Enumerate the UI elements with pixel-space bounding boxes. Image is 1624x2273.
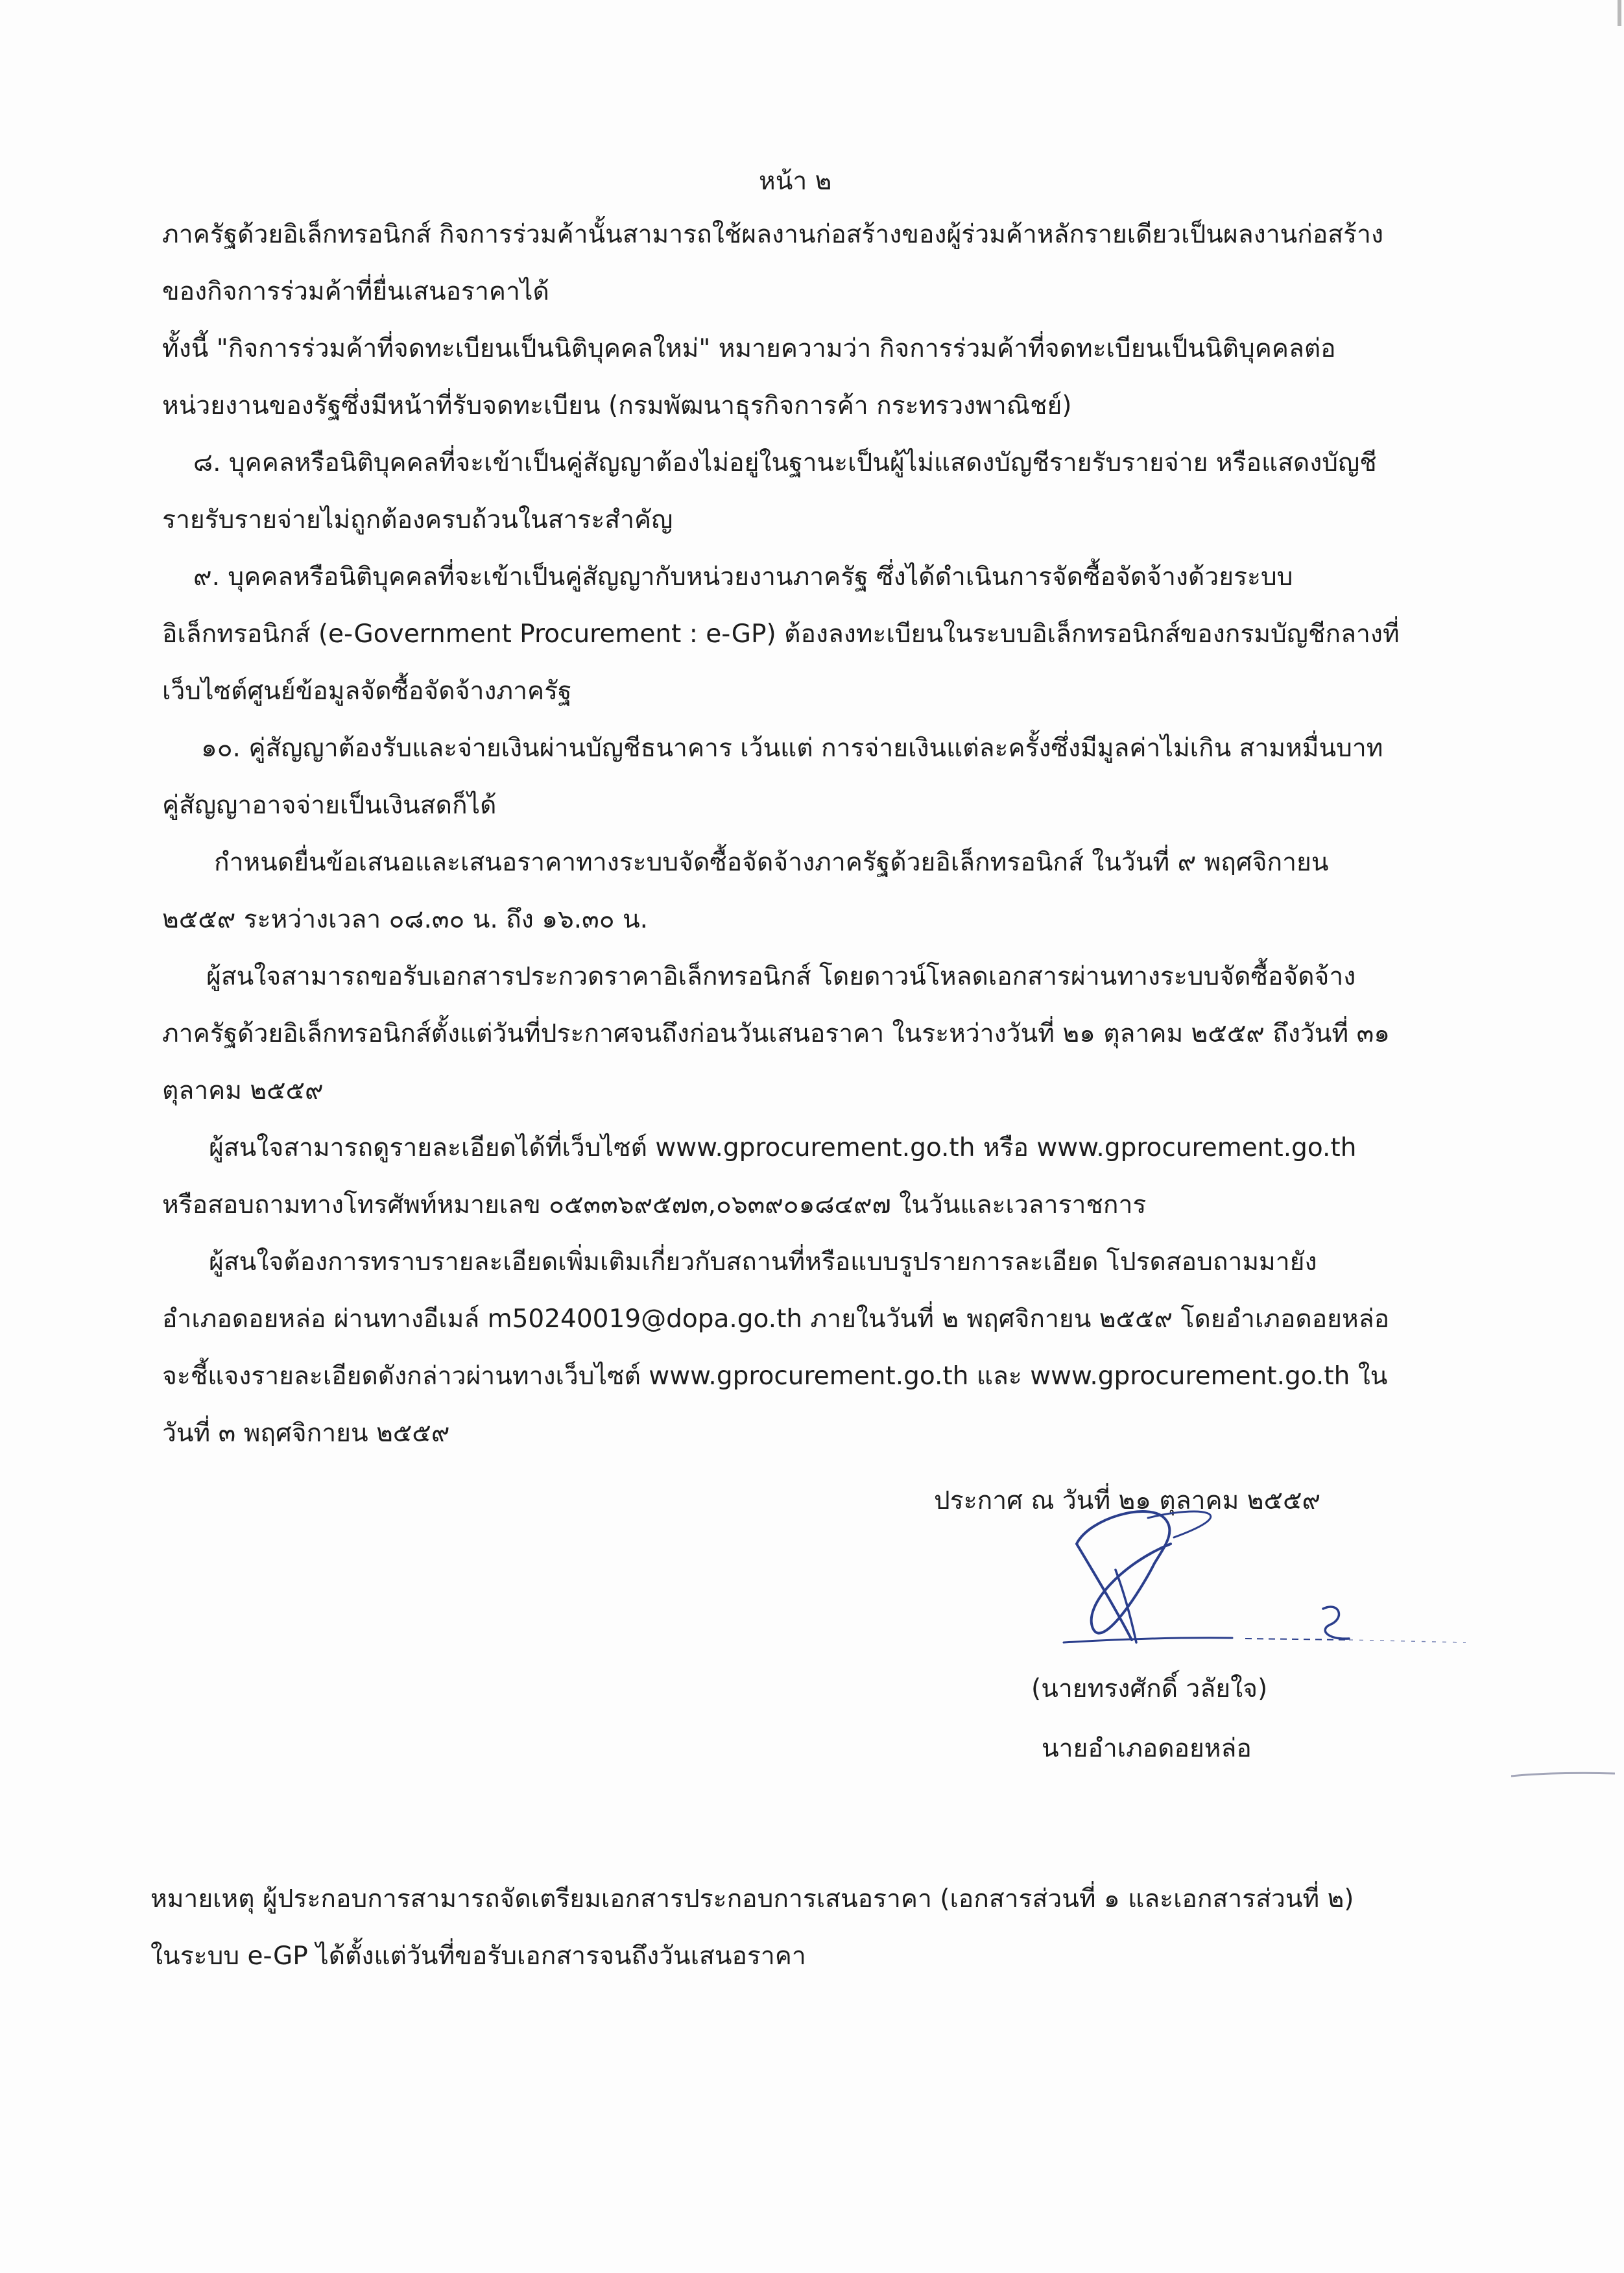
paragraph-joint-venture-works bbox=[162, 206, 1466, 320]
text-line: ในระบบ e-GP ได้ตั้งแต่วันที่ขอรับเอกสารจนถึงวันเสนอราคา bbox=[150, 1942, 806, 1971]
text-line: เว็บไซต์ศูนย์ข้อมูลจัดซื้อจัดจ้างภาครัฐ bbox=[162, 677, 572, 706]
text-line: อำเภอดอยหล่อ ผ่านทางอีเมล์ m50240019@dopa.go.th ภายในวันที่ ๒ พฤศจิกายน ๒๕๕๙ โดยอำเภอดอยหล่อ bbox=[162, 1305, 1390, 1334]
text-line: วันที่ ๓ พฤศจิกายน ๒๕๕๙ bbox=[162, 1419, 450, 1448]
signer-title: นายอำเภอดอยหล่อ bbox=[1042, 1734, 1252, 1763]
scan-edge-artifact bbox=[1614, 0, 1624, 26]
text-line: หมายเหตุ ผู้ประกอบการสามารถจัดเตรียมเอกสารประกอบการเสนอราคา (เอกสารส่วนที่ ๑ และเอกสารส่วนที่ ๒) bbox=[150, 1884, 1354, 1914]
text-line: ผู้สนใจสามารถขอรับเอกสารประกวดราคาอิเล็กทรอนิกส์ โดยดาวน์โหลดเอกสารผ่านทางระบบจัดซื้อจัดจ้าง bbox=[206, 962, 1356, 991]
text-line: ผู้สนใจสามารถดูรายละเอียดได้ที่เว็บไซต์ www.gprocurement.go.th หรือ www.gprocurement.go.th bbox=[209, 1133, 1357, 1162]
text-line: ๙. บุคคลหรือนิติบุคคลที่จะเข้าเป็นคู่สัญญากับหน่วยงานภาครัฐ ซึ่งได้ดำเนินการจัดซื้อจัดจ้างด้วยระบบ bbox=[193, 562, 1293, 592]
remark-note bbox=[150, 1871, 1474, 1985]
paragraph-bid-schedule bbox=[162, 834, 1466, 948]
text-line: ภาครัฐด้วยอิเล็กทรอนิกส์ กิจการร่วมค้านั้นสามารถใช้ผลงานก่อสร้างของผู้ร่วมค้าหลักรายเดียวเป็นผลงานก่อสร้าง bbox=[162, 220, 1383, 249]
text-line: ภาครัฐด้วยอิเล็กทรอนิกส์ตั้งแต่วันที่ประกาศจนถึงก่อนวันเสนอราคา ในระหว่างวันที่ ๒๑ ตุลาคม ๒๕๕๙ ถึงวันที่ ๓๑ bbox=[162, 1019, 1390, 1048]
paragraph-item-10 bbox=[162, 720, 1466, 834]
text-line: ผู้สนใจต้องการทราบรายละเอียดเพิ่มเติมเกี่ยวกับสถานที่หรือแบบรูปรายการละเอียด โปรดสอบถามมายัง bbox=[209, 1247, 1317, 1277]
text-line: จะชี้แจงรายละเอียดดังกล่าวผ่านทางเว็บไซต์ www.gprocurement.go.th และ www.gprocurement.go.th ใน bbox=[162, 1362, 1388, 1391]
text-line: คู่สัญญาอาจจ่ายเป็นเงินสดก็ได้ bbox=[162, 791, 497, 820]
text-line: ของกิจการร่วมค้าที่ยื่นเสนอราคาได้ bbox=[162, 277, 549, 306]
handwritten-signature bbox=[986, 1492, 1479, 1661]
announcement-date: ประกาศ ณ วันที่ ๒๑ ตุลาคม ๒๕๕๙ bbox=[934, 1486, 1321, 1515]
text-line: ๘. บุคคลหรือนิติบุคคลที่จะเข้าเป็นคู่สัญญาต้องไม่อยู่ในฐานะเป็นผู้ไม่แสดงบัญชีรายรับรายจ่าย หรือแสดงบัญชี bbox=[193, 448, 1377, 477]
paragraph-item-9 bbox=[162, 549, 1466, 720]
paragraph-item-8 bbox=[162, 435, 1466, 549]
scan-artifact bbox=[1511, 1770, 1615, 1783]
text-line: ๑๐. คู่สัญญาต้องรับและจ่ายเงินผ่านบัญชีธนาคาร เว้นแต่ การจ่ายเงินแต่ละครั้งซึ่งมีมูลค่าไม่เกิน สามหมื่นบาท bbox=[201, 734, 1383, 763]
paragraph-inquiry bbox=[162, 1234, 1466, 1462]
text-line: รายรับรายจ่ายไม่ถูกต้องครบถ้วนในสาระสำคัญ bbox=[162, 505, 673, 535]
paragraph-website-contact bbox=[162, 1120, 1466, 1234]
text-line: หน่วยงานของรัฐซึ่งมีหน้าที่รับจดทะเบียน (กรมพัฒนาธุรกิจการค้า กระทรวงพาณิชย์) bbox=[162, 391, 1072, 420]
text-line: ๒๕๕๙ ระหว่างเวลา ๐๘.๓๐ น. ถึง ๑๖.๓๐ น. bbox=[162, 905, 649, 934]
text-line: กำหนดยื่นข้อเสนอและเสนอราคาทางระบบจัดซื้อจัดจ้างภาครัฐด้วยอิเล็กทรอนิกส์ ในวันที่ ๙ พฤศจิกายน bbox=[214, 848, 1329, 877]
paragraph-document-download bbox=[162, 948, 1466, 1120]
page-number: หน้า ๒ bbox=[759, 167, 832, 196]
text-line: อิเล็กทรอนิกส์ (e-Government Procurement : e-GP) ต้องลงทะเบียนในระบบอิเล็กทรอนิกส์ของกรมบัญชีกลางที่ bbox=[162, 619, 1400, 649]
signer-name: (นายทรงศักดิ์ วลัยใจ) bbox=[1031, 1674, 1268, 1703]
text-line: ทั้งนี้ "กิจการร่วมค้าที่จดทะเบียนเป็นนิติบุคคลใหม่" หมายความว่า กิจการร่วมค้าที่จดทะเบียนเป็นนิติบุคคลต่อ bbox=[162, 334, 1336, 363]
announcement-body bbox=[162, 206, 1466, 1462]
text-line: หรือสอบถามทางโทรศัพท์หมายเลข ๐๕๓๓๖๙๕๗๓,๐๖๓๙๐๑๘๔๙๗ ในวันและเวลาราชการ bbox=[162, 1190, 1147, 1220]
paragraph-joint-venture-definition bbox=[162, 320, 1466, 435]
text-line: ตุลาคม ๒๕๕๙ bbox=[162, 1076, 324, 1105]
